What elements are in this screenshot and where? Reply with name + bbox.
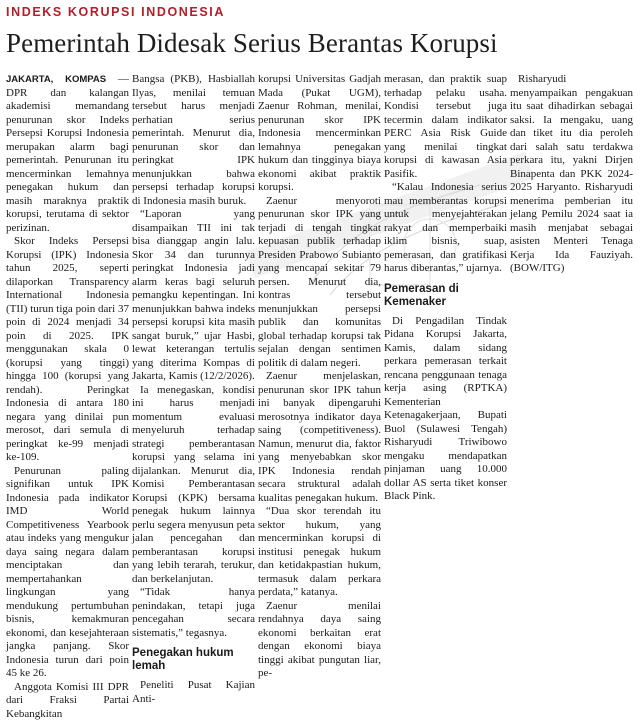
article-headline: Pemerintah Didesak Serius Berantas Korupsi <box>6 26 498 60</box>
paragraph: Zaenur menjelaskan, penurunan skor IPK tahun ini banyak dipengaruhi merosotnya indikator daya saing (competitiveness). Namun, menurut dia, faktor yang menyebabkan skor IPK Indonesia rendah secara struktural adalah kualitas penegakan hukum. <box>258 370 381 505</box>
paragraph: Ia menegaskan, kondisi ini harus menjadi momentum evaluasi menyeluruh terhadap strategi pemberantasan korupsi yang selama ini dijalankan. Menurut dia, Komisi Pemberantasan Korupsi (KPK) bersama penegak hukum lainnya perlu segera menyusun peta jalan pencegahan dan pemberantasan korupsi yang lebih terarah, terukur, dan berkelanjutan. <box>132 384 255 587</box>
paragraph: “Kalau Indonesia serius mau memberantas korupsi untuk menyejahterakan rakyat dan memperbaiki iklim bisnis, suap, pemerasan, dan gratifikasi harus diberantas,” ujarnya. <box>384 181 507 276</box>
paragraph: Skor Indeks Persepsi Korupsi (IPK) Indonesia tahun 2025, seperti dilaporkan Transparency International Indonesia (TII) turun tiga poin dari 37 poin di 2024 menjadi 34 poin di 2025. IPK menggunakan skala 0 (korupsi yang tinggi) hingga 100 (korupsi yang rendah). Peringkat Indonesia di antara 180 negara yang dinilai pun merosot, dari semula di peringkat ke-99 menjadi ke-109. <box>6 235 129 465</box>
paragraph: Zaenur menilai rendahnya daya saing ekonomi berkaitan erat dengan ekonomi biaya tinggi akibat pungutan liar, pe- <box>258 600 381 681</box>
lead-paragraph <box>6 73 129 235</box>
paragraph: Zaenur menyoroti penurunan skor IPK yang terjadi di tengah tingkat kepuasan publik terhadap Presiden Prabowo Subianto yang mencapai sekitar 79 persen. Menurut dia, kontras tersebut menunjukkan persepsi publik dan komunitas global terhadap korupsi tak sejalan dengan sentimen politik di dalam negeri. <box>258 195 381 371</box>
paragraph: Penurunan paling signifikan untuk IPK Indonesia pada indikator IMD World Competitiveness Yearbook atau indeks yang mengukur daya saing negara dalam menciptakan dan mempertahankan lingkungan yang mendukung pertumbuhan bisnis, kemakmuran ekonomi, dan kesejahteraan jangka panjang. Skor Indonesia turun dari poin 45 ke 26. <box>6 465 129 681</box>
paragraph: korupsi Universitas Gadjah Mada (Pukat UGM), Zaenur Rohman, menilai, penurunan skor IPK Indonesia mencerminkan lemahnya penegakan hukum dan tingginya biaya ekonomi akibat praktik korupsi. <box>258 73 381 195</box>
article-column-3 <box>258 73 381 513</box>
article-column-1 <box>6 73 129 513</box>
paragraph: Di Pengadilan Tindak Pidana Korupsi Jakarta, Kamis, dalam sidang perkara pemerasan terkait rencana penggunaan tenaga kerja asing (RPTKA) Kementerian Ketenagakerjaan, Bupati Buol (Sulawesi Tengah) Risharyudi Triwibowo mengaku mendapatkan pinjaman uang 10.000 dollar AS serta tiket konser Black Pink. <box>384 315 507 504</box>
subheading-penegakan-hukum: Penegakan hukum lemah <box>132 647 255 673</box>
subheading-pemerasan-kemenaker: Pemerasan di Kemenaker <box>384 283 507 309</box>
paragraph: “Dua skor terendah itu sektor hukum, yang mencerminkan korupsi di institusi penegak hukum dan ketidakpastian hukum, termasuk dalam perkara perdata,” katanya. <box>258 505 381 600</box>
author-signoff: (BOW/ITG) <box>510 262 564 274</box>
paragraph: “Laporan yang disampaikan TII ini tak bisa dianggap angin lalu. Skor 34 dan turunnya peringkat Indonesia jadi alarm keras bagi seluruh pemangku kepentingan. Ini menunjukkan bahwa indeks persepsi korupsi kita masih sangat buruk,” ujar Hasbi, lewat keterangan tertulis yang diterima Kompas di Jakarta, Kamis (12/2/2026). <box>132 208 255 384</box>
article-column-2 <box>132 73 255 513</box>
lead-text: — DPR dan kalangan akademisi memandang penurunan skor Indeks Persepsi Korupsi Indonesia merupakan alarm bagi pemerintah. Penurunan itu mencerminkan lemahnya penegakan hukum dan masih maraknya praktik korupsi, terutama di sektor perizinan. <box>6 73 129 234</box>
article-column-5 <box>510 73 633 513</box>
paragraph: Bangsa (PKB), Hasbiallah Ilyas, menilai temuan tersebut harus menjadi perhatian serius pemerintah. Menurut dia, penurunan skor dan peringkat IPK menunjukkan bahwa persepsi terhadap korupsi di Indonesia masih buruk. <box>132 73 255 208</box>
paragraph-text: Risharyudi menyampaikan pengakuan itu saat dihadirkan sebagai saksi. Ia mengaku, uang dan tiket itu dia peroleh dari salah satu terdakwa perkara itu, yakni Dirjen Binapenta dan PKK 2024-2025 Haryanto. Risharyudi menerima pemberian itu jelang Pemilu 2024 saat ia masih menjabat sebagai asisten Menteri Tenaga Kerja Ida Fauziyah. <box>510 73 633 261</box>
paragraph <box>510 73 633 276</box>
article-column-4 <box>384 73 507 513</box>
paragraph: “Tidak hanya penindakan, tetapi juga pencegahan secara sistematis,” tegasnya. <box>132 586 255 640</box>
dateline: JAKARTA, KOMPAS <box>6 74 106 85</box>
section-kicker: INDEKS KORUPSI INDONESIA <box>6 5 225 19</box>
paragraph: Anggota Komisi III DPR dari Fraksi Partai Kebangkitan <box>6 681 129 721</box>
paragraph: Peneliti Pusat Kajian Anti- <box>132 679 255 706</box>
paragraph: merasan, dan praktik suap terhadap pelaku usaha. Kondisi tersebut juga tecermin dalam indikator PERC Asia Risk Guide yang menilai tingkat korupsi di kawasan Asia Pasifik. <box>384 73 507 181</box>
